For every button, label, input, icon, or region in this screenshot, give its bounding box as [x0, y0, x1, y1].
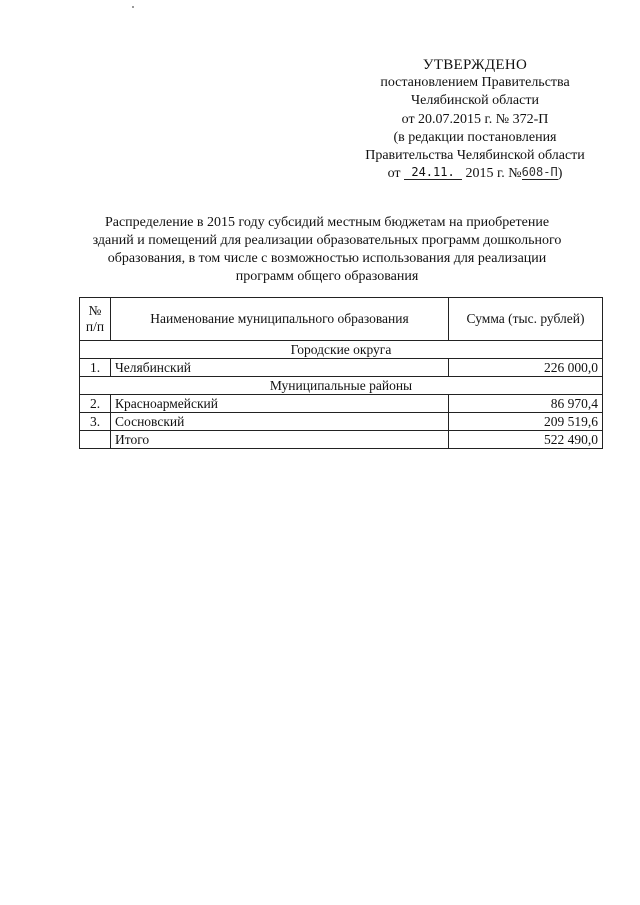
heading-line-3: образования, в том числе с возможностью использования для реализации	[107, 251, 547, 266]
heading-line-4: программ общего образования	[235, 269, 419, 284]
heading-line-1: Распределение в 2015 году субсидий местным бюджетам на приобретение	[104, 215, 550, 230]
header-sum: Сумма (тыс. рублей)	[449, 298, 603, 341]
group-title: Городские округа	[80, 341, 603, 359]
distribution-table	[79, 297, 603, 449]
row-number: 3.	[80, 413, 111, 431]
row-number: 2.	[80, 395, 111, 413]
row-name: Красноармейский	[111, 395, 449, 413]
row-sum: 226 000,0	[449, 359, 603, 377]
approval-block	[340, 56, 610, 183]
approval-line-4: (в редакции постановления	[393, 129, 557, 145]
header-name: Наименование муниципального образования	[111, 298, 449, 341]
header-number-line-1: №	[88, 303, 102, 318]
table-row	[80, 413, 603, 431]
approval-line-3: от 20.07.2015 г. № 372-П	[401, 111, 549, 127]
header-number-line-2: п/п	[85, 319, 105, 334]
heading-line-2: зданий и помещений для реализации образовательных программ дошкольного	[92, 233, 562, 248]
scan-speck	[132, 6, 134, 8]
table-header-row	[80, 298, 603, 341]
row-name: Челябинский	[111, 359, 449, 377]
row-name: Сосновский	[111, 413, 449, 431]
group-title: Муниципальные районы	[80, 377, 603, 395]
row-number: 1.	[80, 359, 111, 377]
date-prefix: от	[387, 166, 401, 182]
approval-line-1: постановлением Правительства	[380, 75, 570, 91]
handwritten-number: 608-П	[521, 165, 558, 180]
table-group-row	[80, 341, 603, 359]
approval-title: УТВЕРЖДЕНО	[422, 57, 528, 73]
date-middle: 2015 г. №	[465, 166, 522, 182]
table-row	[80, 395, 603, 413]
total-number	[80, 431, 111, 449]
total-sum: 522 490,0	[449, 431, 603, 449]
table-total-row	[80, 431, 603, 449]
header-number	[80, 298, 111, 341]
row-sum: 86 970,4	[449, 395, 603, 413]
handwritten-date: 24.11.	[404, 165, 462, 180]
approval-line-2: Челябинской области	[411, 93, 539, 109]
date-suffix: )	[557, 166, 563, 182]
table-row	[80, 359, 603, 377]
document-heading	[62, 214, 592, 286]
total-label: Итого	[111, 431, 449, 449]
row-sum: 209 519,6	[449, 413, 603, 431]
approval-date-line	[340, 165, 610, 183]
approval-line-5: Правительства Челябинской области	[365, 148, 585, 164]
table-group-row	[80, 377, 603, 395]
